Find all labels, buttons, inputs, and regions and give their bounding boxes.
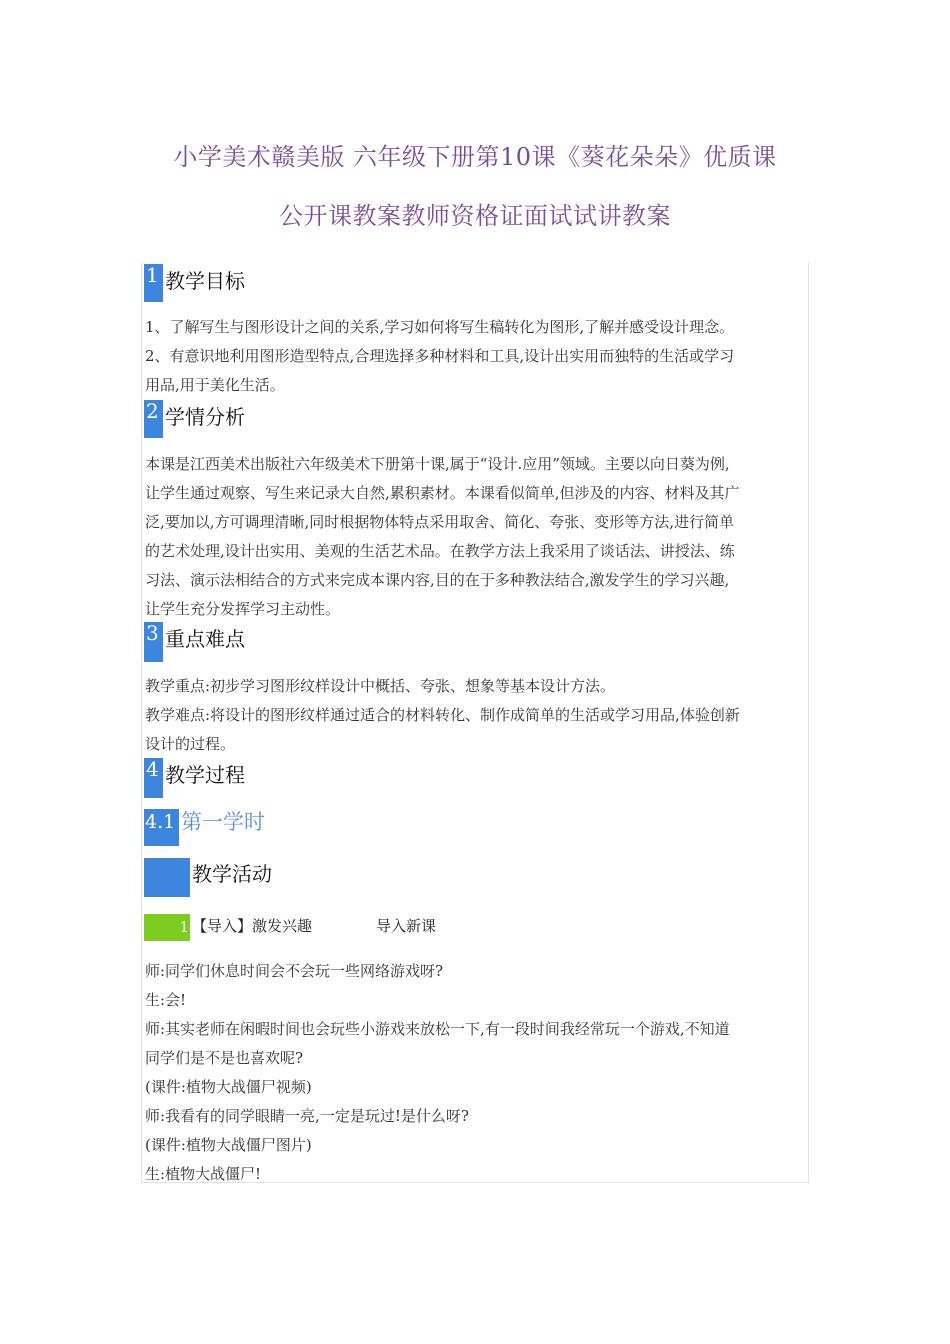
step-label: 【导入】激发兴趣 [192, 917, 313, 935]
section-body-learner-analysis [145, 450, 809, 624]
section-number-badge: 4 [144, 758, 163, 798]
paragraph-line: 1、了解写生与图形设计之间的关系,学习如何将写生稿转化为图形,了解并感受设计理念。 [145, 318, 735, 336]
step-number-badge: 1 [144, 914, 190, 941]
lesson-dialogue [145, 957, 809, 1189]
paragraph-line: 用品,用于美化生活。 [145, 376, 285, 394]
paragraph-line: 习法、演示法相结合的方式来完成本课内容,目的在于多种教法结合,激发学生的学习兴趣, [145, 571, 730, 589]
paragraph-line: 教学难点:将设计的图形纹样通过适合的材料转化、制作成简单的生活或学习用品,体验创新 [145, 706, 740, 724]
dialogue-line: 师:我看有的同学眼睛一亮,一定是玩过!是什么呀? [145, 1107, 469, 1125]
paragraph-line: 教学重点:初步学习图形纹样设计中概括、夸张、想象等基本设计方法。 [145, 677, 616, 695]
dialogue-line: 生:会! [145, 991, 187, 1009]
paragraph-line: 设计的过程。 [145, 735, 236, 753]
document-title-line-2: 公开课教案教师资格证面试试讲教案 [279, 202, 671, 230]
paragraph-line: 2、有意识地利用图形造型特点,合理选择多种材料和工具,设计出实用而独特的生活或学习 [145, 347, 735, 365]
activity-marker [144, 858, 190, 897]
section-heading-teaching-goals: 教学目标 [165, 269, 245, 293]
section-number-badge: 2 [144, 400, 163, 438]
subsection-number-badge: 4.1 [144, 809, 179, 846]
subsection-title: 第一学时 [181, 810, 265, 834]
section-body-teaching-goals [145, 313, 809, 400]
dialogue-line: 师:同学们休息时间会不会玩一些网络游戏呀? [145, 962, 444, 980]
document-title-line-1: 小学美术赣美版 六年级下册第10课《葵花朵朵》优质课 [173, 143, 777, 171]
dialogue-line: 同学们是不是也喜欢呢? [145, 1049, 304, 1067]
section-body-key-points [145, 672, 809, 759]
section-number-badge: 1 [144, 264, 163, 302]
step-title: 导入新课 [376, 917, 437, 935]
paragraph-line: 本课是江西美术出版社六年级美术下册第十课,属于“设计.应用”领域。主要以向日葵为例, [145, 455, 730, 473]
paragraph-line: 的艺术处理,设计出实用、美观的生活艺术品。在教学方法上我采用了谈话法、讲授法、练 [145, 542, 735, 560]
paragraph-line: 让学生充分发挥学习主动性。 [145, 600, 341, 618]
paragraph-line: 让学生通过观察、写生来记录大自然,累积素材。本课看似简单,但涉及的内容、材料及其广 [145, 484, 740, 502]
section-number-badge: 3 [144, 622, 163, 662]
dialogue-line: 师:其实老师在闲暇时间也会玩些小游戏来放松一下,有一段时间我经常玩一个游戏,不知道 [145, 1020, 730, 1038]
dialogue-line: 生:植物大战僵尸! [145, 1165, 262, 1183]
paragraph-line: 泛,要加以,方可调理清晰,同时根据物体特点采用取舍、简化、夸张、变形等方法,进行简单 [145, 513, 735, 531]
dialogue-line: (课件:植物大战僵尸视频) [145, 1078, 312, 1096]
activity-title: 教学活动 [192, 862, 272, 886]
section-heading-learner-analysis: 学情分析 [165, 405, 245, 429]
dialogue-line: (课件:植物大战僵尸图片) [145, 1136, 312, 1154]
section-heading-key-points: 重点难点 [165, 627, 245, 651]
section-heading-teaching-process: 教学过程 [165, 763, 245, 787]
